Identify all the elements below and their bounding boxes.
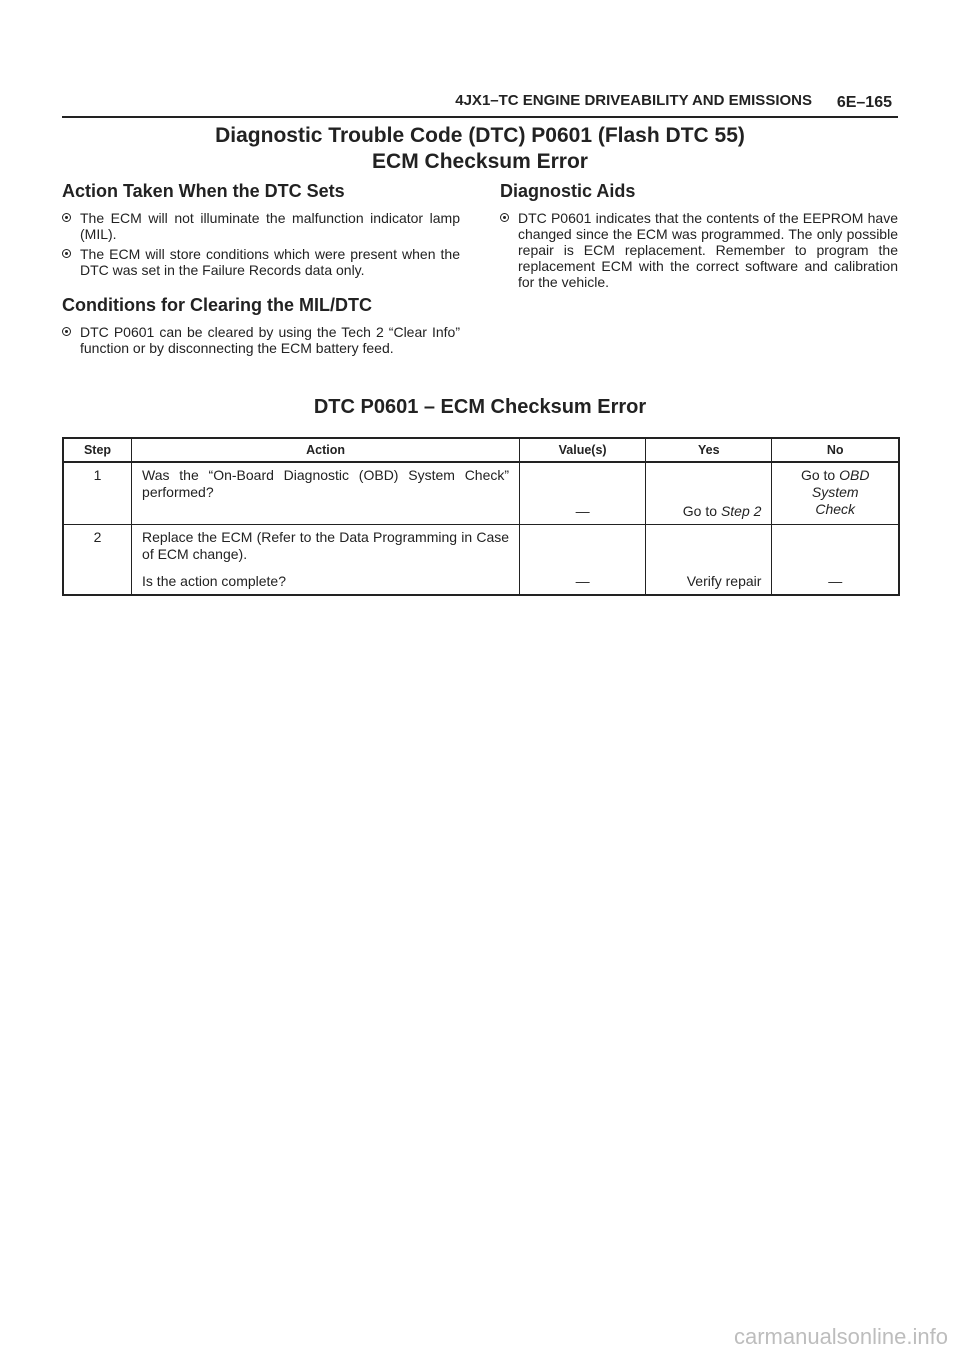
list-item: The ECM will store conditions which were present when the DTC was set in the Failure Records data only. [62,246,460,278]
bullet-icon [62,327,71,336]
action-taken-list [62,210,460,278]
diagnostic-aids-list [500,210,898,290]
list-item: DTC P0601 indicates that the contents of the EEPROM have changed since the ECM was programmed. The only possible repair is ECM replacement. Remember to program the replacement ECM with the correct software and calibration for the vehicle. [500,210,898,290]
header-yes: Yes [646,438,772,462]
bullet-icon [500,213,509,222]
step-yes: Go to Step 2 [646,462,772,524]
list-item: DTC P0601 can be cleared by using the Tech 2 “Clear Info” function or by disconnecting the ECM battery feed. [62,324,460,356]
watermark: carmanualsonline.info [733,1324,948,1349]
section-title: 4JX1–TC ENGINE DRIVEABILITY AND EMISSIONS [455,92,812,109]
clearing-conditions-heading: Conditions for Clearing the MIL/DTC [62,295,372,315]
diagnostic-aids-heading: Diagnostic Aids [500,181,636,201]
step-number: 2 [63,524,132,595]
step-action: Was the “On-Board Diagnostic (OBD) System Check” performed? [132,462,520,524]
step-yes: Verify repair [646,524,772,595]
header-action: Action [132,438,520,462]
obd-check-link[interactable]: OBD [839,467,870,483]
step-no: Go to OBD System Check [772,462,899,524]
header-values: Value(s) [520,438,646,462]
step-action: Replace the ECM (Refer to the Data Programming in Case of ECM change). Is the action complete? [132,524,520,595]
page-title-line2: ECM Checksum Error [372,150,588,173]
clearing-conditions-list [62,324,460,356]
step-no: — [772,524,899,595]
page-title-line1: Diagnostic Trouble Code (DTC) P0601 (Flash DTC 55) [215,124,745,147]
step-value: — [520,524,646,595]
header-no: No [772,438,899,462]
table-row [63,462,899,524]
step-value: — [520,462,646,524]
left-column [62,180,460,360]
right-column [500,180,898,294]
list-item: The ECM will not illuminate the malfunction indicator lamp (MIL). [62,210,460,242]
bullet-icon [62,249,71,258]
table-title: DTC P0601 – ECM Checksum Error [313,396,647,418]
bullet-icon [62,213,71,222]
page-header [62,88,898,118]
action-taken-heading: Action Taken When the DTC Sets [62,181,345,201]
table-header-row [63,438,899,462]
table-row [63,524,899,595]
step-link[interactable]: Step 2 [720,502,762,519]
step-question: Is the action complete? [142,572,287,589]
step-number: 1 [63,462,132,524]
header-step: Step [63,438,132,462]
diagnostic-table [62,437,900,596]
page-number: 6E–165 [836,94,892,111]
